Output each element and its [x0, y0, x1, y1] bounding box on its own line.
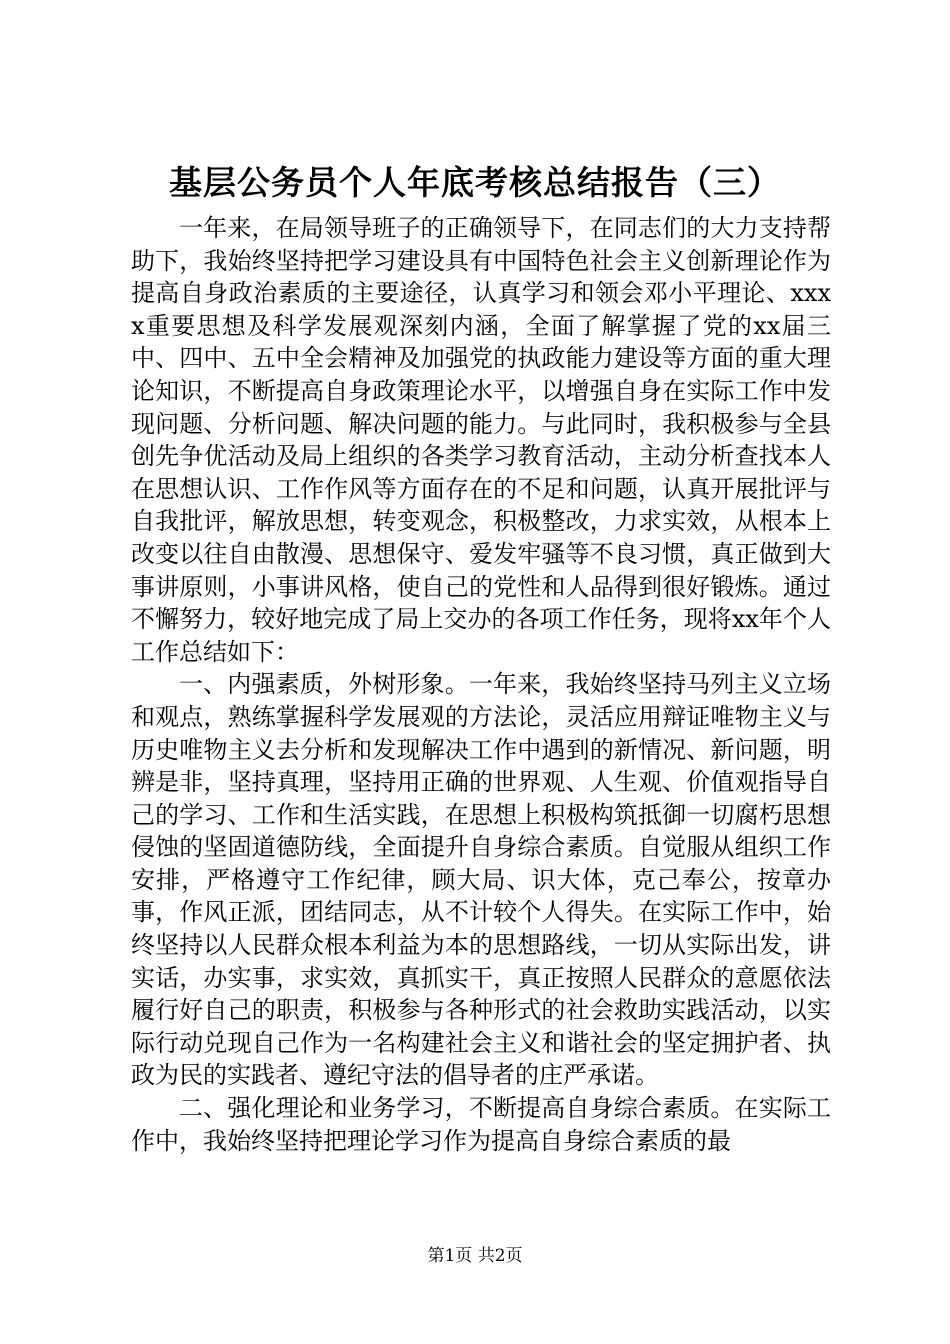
paragraph-intro: 一年来，在局领导班子的正确领导下，在同志们的大力支持帮助下，我始终坚持把学习建设具有中国特色社会主义创新理论作为提高自身政治素质的主要途径，认真学习和领会邓小平理论、xxxx重要思想及科学发展观深刻内涵，全面了解掌握了党的xx届三中、四中、五中全会精神及加强党的执政能力建设等方面的重大理论知识，不断提高自身政策理论水平，以增强自身在实际工作中发现问题、分析问题、解决问题的能力。与此同时，我积极参与全县创先争优活动及局上组织的各类学习教育活动，主动分析查找本人在思想认识、工作作风等方面存在的不足和问题，认真开展批评与自我批评，解放思想，转变观念，积极整改，力求实效，从根本上改变以往自由散漫、思想保守、爱发牢骚等不良习惯，真正做到大事讲原则，小事讲风格，使自己的党性和人品得到很好锻炼。通过不懈努力，较好地完成了局上交办的各项工作任务，现将xx年个人工作总结如下：	[131, 214, 831, 666]
page-footer: 第1页 共2页	[427, 1246, 523, 1266]
document-body	[131, 212, 831, 1157]
paragraph-section-2: 二、强化理论和业务学习，不断提高自身综合素质。在实际工作中，我始终坚持把理论学习作为提高自身综合素质的最	[131, 1094, 831, 1155]
paragraph-section-1: 一、内强素质，外树形象。一年来，我始终坚持马列主义立场和观点，熟练掌握科学发展观的方法论，灵活应用辩证唯物主义与历史唯物主义去分析和发现解决工作中遇到的新情况、新问题，明辨是非，坚持真理，坚持用正确的世界观、人生观、价值观指导自己的学习、工作和生活实践，在思想上积极构筑抵御一切腐朽思想侵蚀的坚固道德防线，全面提升自身综合素质。自觉服从组织工作安排，严格遵守工作纪律，顾大局、识大体，克己奉公，按章办事，作风正派，团结同志，从不计较个人得失。在实际工作中，始终坚持以人民群众根本利益为本的思想路线，一切从实际出发，讲实话，办实事，求实效，真抓实干，真正按照人民群众的意愿依法履行好自己的职责，积极参与各种形式的社会救助实践活动，以实际行动兑现自己作为一名构建社会主义和谐社会的坚定拥护者、执政为民的实践者、遵纪守法的倡导者的庄严承诺。	[131, 670, 831, 1090]
document-title: 基层公务员个人年底考核总结报告（三）	[169, 163, 781, 202]
